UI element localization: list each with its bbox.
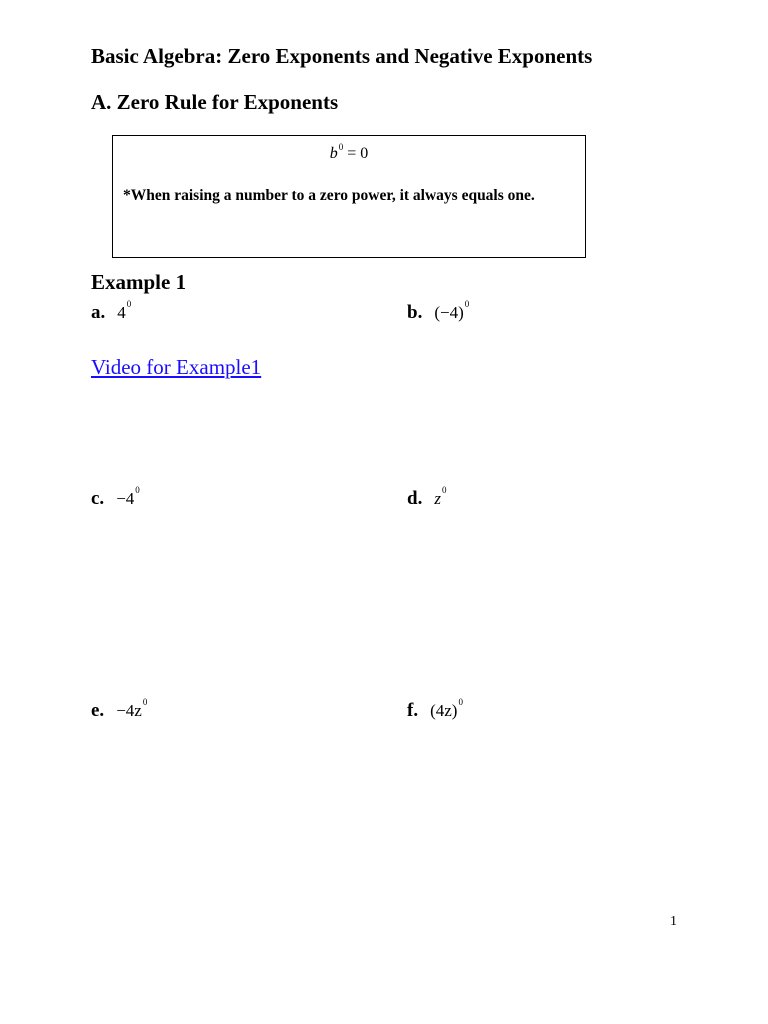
- problem-expression: (4z): [430, 701, 458, 720]
- formula-rest: = 0: [343, 145, 369, 162]
- rule-note: *When raising a number to a zero power, it always equals one.: [123, 187, 535, 204]
- problem-label: d.: [407, 488, 423, 509]
- document-title: Basic Algebra: Zero Exponents and Negative Exponents: [91, 44, 593, 68]
- problem-label: a.: [91, 302, 106, 323]
- example-heading: Example 1: [91, 270, 187, 294]
- rule-box: [112, 135, 586, 258]
- video-example1-link[interactable]: Video for Example1: [91, 355, 262, 379]
- problem-e: [91, 697, 148, 722]
- problem-f: [407, 697, 463, 722]
- problem-c: [91, 485, 140, 510]
- problem-a: [91, 299, 132, 324]
- problem-expression: (−4): [434, 303, 464, 322]
- problem-label: c.: [91, 488, 105, 509]
- problem-expression: −4: [116, 489, 135, 508]
- problem-exponent: 0: [126, 299, 132, 309]
- problem-exponent: 0: [142, 697, 148, 707]
- problem-expression: 4: [117, 303, 126, 322]
- zero-rule-formula: [113, 142, 585, 163]
- problem-exponent: 0: [135, 485, 140, 495]
- problem-label: b.: [407, 302, 423, 323]
- formula-base: b: [329, 145, 338, 162]
- problem-exponent: 0: [458, 697, 463, 707]
- section-heading: A. Zero Rule for Exponents: [91, 90, 339, 114]
- page-number: 1: [670, 914, 677, 929]
- problem-exponent: 0: [441, 485, 447, 495]
- problem-expression: z: [434, 489, 441, 508]
- problem-exponent: 0: [464, 299, 470, 309]
- problem-b: [407, 299, 470, 324]
- formula-exponent: 0: [338, 142, 344, 152]
- problem-label: e.: [91, 700, 105, 721]
- problem-d: [407, 485, 447, 510]
- problem-expression: −4z: [116, 701, 142, 720]
- problem-label: f.: [407, 700, 419, 721]
